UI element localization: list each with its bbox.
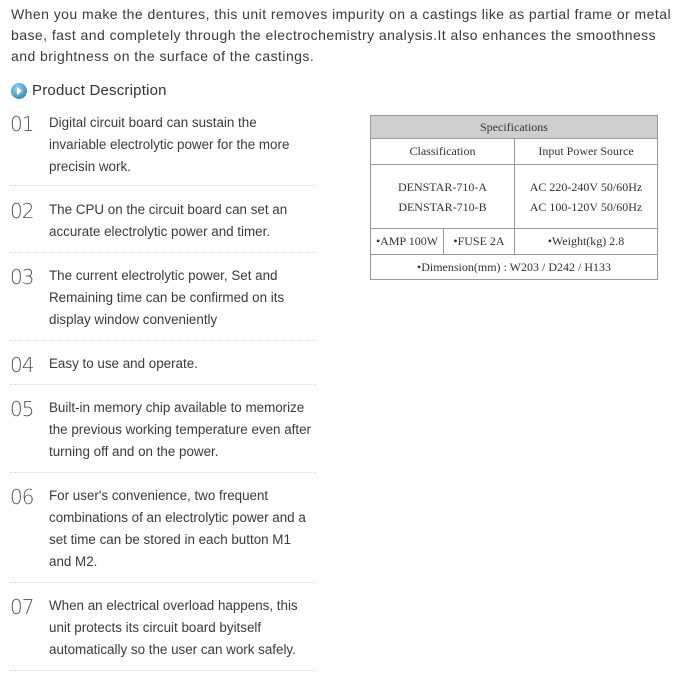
item-number: 07 bbox=[10, 595, 34, 619]
play-bullet-icon bbox=[11, 83, 27, 99]
item-number: 04 bbox=[10, 353, 34, 377]
item-number: 03 bbox=[10, 265, 34, 289]
item-number: 02 bbox=[10, 199, 34, 223]
model-b: DENSTAR-710-B bbox=[398, 199, 487, 214]
dimension-cell: •Dimension(mm) : W203 / D242 / H133 bbox=[371, 255, 658, 280]
product-description-heading bbox=[11, 82, 167, 99]
item-number: 06 bbox=[10, 485, 34, 509]
item-text: Easy to use and operate. bbox=[49, 356, 198, 371]
divider bbox=[10, 670, 316, 671]
power-b: AC 100-120V 50/60Hz bbox=[529, 199, 643, 214]
input-power-header: Input Power Source bbox=[515, 139, 658, 165]
item-text: Built-in memory chip available to memorize the previous working temperature even after turning off and on the power. bbox=[49, 400, 312, 459]
weight-cell: •Weight(kg) 2.8 bbox=[515, 229, 658, 255]
power-cell bbox=[515, 165, 658, 229]
item-text: For user's convenience, two frequent combinations of an electrolytic power and a set time can be stored in each button M1 and M2. bbox=[49, 488, 306, 569]
item-text: The current electrolytic power, Set and Remaining time can be confirmed on its display window conveniently bbox=[49, 268, 285, 327]
divider bbox=[10, 384, 316, 385]
item-text: The CPU on the circuit board can set an accurate electrolytic power and timer. bbox=[49, 202, 288, 239]
amp-cell: •AMP 100W bbox=[371, 229, 444, 255]
intro-paragraph: When you make the dentures, this unit removes impurity on a castings like as partial frame or metal base, fast and completely through the electrochemistry analysis.It also enhances the smoothness and brightness on the surface of the castings. bbox=[11, 6, 672, 64]
divider bbox=[10, 340, 316, 341]
item-text: When an electrical overload happens, this unit protects its circuit board byitself automatically so the user can work safely. bbox=[49, 598, 298, 657]
divider bbox=[10, 582, 316, 583]
fuse-cell: •FUSE 2A bbox=[444, 229, 515, 255]
model-a: DENSTAR-710-A bbox=[397, 179, 488, 194]
divider bbox=[10, 472, 316, 473]
classification-header: Classification bbox=[371, 139, 515, 165]
divider bbox=[10, 185, 316, 186]
heading-label: Product Description bbox=[32, 82, 167, 99]
power-a: AC 220-240V 50/60Hz bbox=[529, 179, 643, 194]
item-text: Digital circuit board can sustain the invariable electrolytic power for the more precisin work. bbox=[49, 115, 290, 174]
model-cell bbox=[371, 165, 515, 229]
divider bbox=[10, 252, 316, 253]
item-number: 01 bbox=[10, 112, 34, 136]
specifications-table bbox=[370, 115, 658, 280]
item-number: 05 bbox=[10, 397, 34, 421]
spec-title: Specifications bbox=[371, 116, 658, 139]
